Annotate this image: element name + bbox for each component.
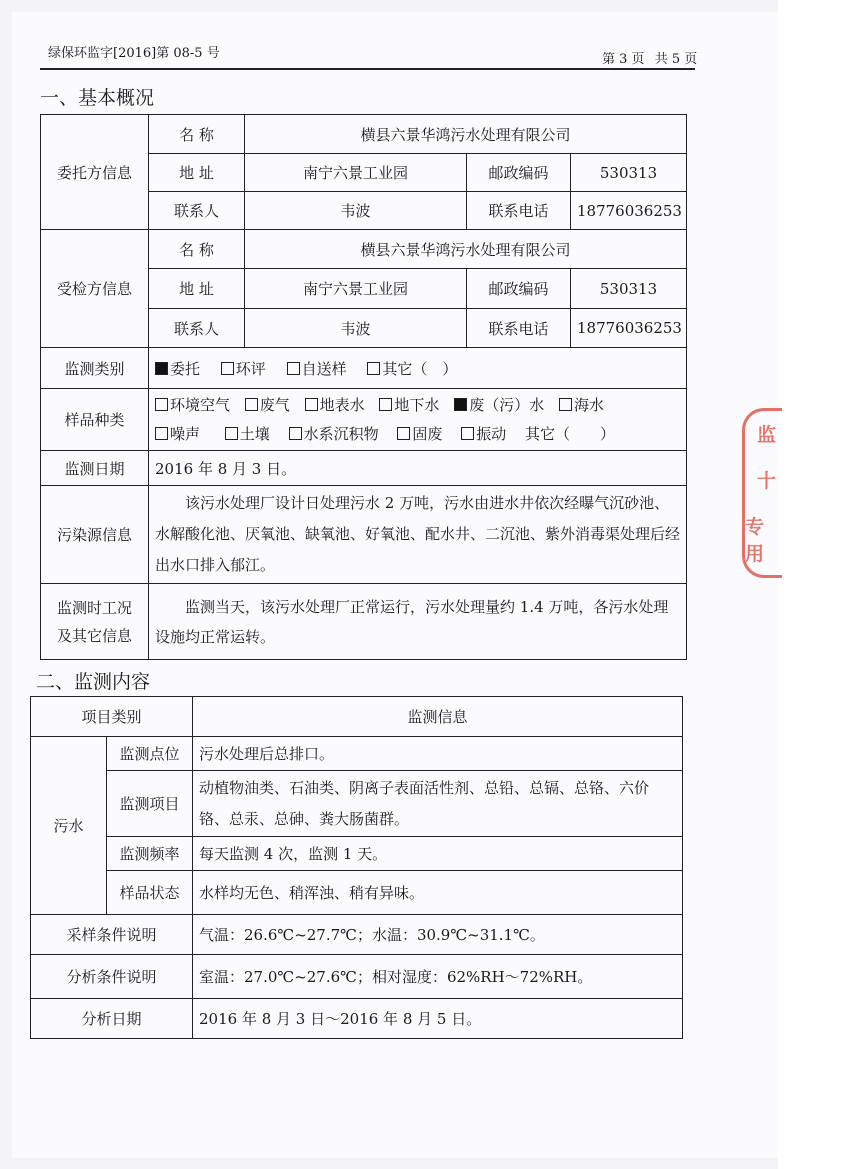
inspected-contact: 韦波 xyxy=(245,309,467,348)
row-label: 采样条件说明 xyxy=(31,915,193,955)
table-row xyxy=(31,837,683,871)
checkbox-icon xyxy=(225,427,238,440)
checkbox-icon xyxy=(559,398,572,411)
document-number: 绿保环监字[2016]第 08-5 号 xyxy=(48,46,220,61)
field-label: 联系人 xyxy=(149,192,245,230)
checkbox-icon xyxy=(245,398,258,411)
field-label: 名 称 xyxy=(149,230,245,269)
column-header-category: 项目类别 xyxy=(31,697,193,737)
row-label: 分析条件说明 xyxy=(31,955,193,999)
monitor-type-label: 监测类别 xyxy=(41,348,149,389)
inspected-phone: 18776036253 xyxy=(571,309,687,348)
row-value: 水样均无色、稍浑浊、稍有异味。 xyxy=(193,871,683,915)
row-label: 分析日期 xyxy=(31,999,193,1039)
client-zip: 530313 xyxy=(571,154,687,192)
checkbox-icon xyxy=(221,362,234,375)
row-value: 室温：27.0℃~27.6℃；相对湿度：62%RH～72%RH。 xyxy=(193,955,683,999)
client-address: 南宁六景工业园 xyxy=(245,154,467,192)
operating-condition-text: 监测当天，该污水处理厂正常运行，污水处理量约 1.4 万吨，各污水处理设施均正常运转。 xyxy=(149,584,687,660)
inspected-address: 南宁六景工业园 xyxy=(245,269,467,309)
inspected-name: 横县六景华鸿污水处理有限公司 xyxy=(245,230,687,269)
row-value: 每天监测 4 次，监测 1 天。 xyxy=(193,837,683,871)
checkbox-icon xyxy=(305,398,318,411)
column-header-info: 监测信息 xyxy=(193,697,683,737)
scan-margin xyxy=(778,0,850,1169)
checkbox-icon xyxy=(289,427,302,440)
checkbox-icon xyxy=(397,427,410,440)
field-label: 联系人 xyxy=(149,309,245,348)
monitor-date-label: 监测日期 xyxy=(41,451,149,486)
inspected-name-row xyxy=(41,230,687,269)
section-title-overview: 一、基本概况 xyxy=(40,87,155,109)
monitor-type-option: 环评 xyxy=(221,360,266,378)
table-row xyxy=(31,999,683,1039)
page-total: 共 5 页 xyxy=(654,52,698,67)
row-label: 监测频率 xyxy=(107,837,193,871)
checkbox-checked-icon xyxy=(155,362,168,375)
row-value: 2016 年 8 月 3 日～2016 年 8 月 5 日。 xyxy=(193,999,683,1039)
client-contact: 韦波 xyxy=(245,192,467,230)
row-value: 污水处理后总排口。 xyxy=(193,737,683,771)
red-seal-stamp: 监 十 专用 xyxy=(742,408,782,578)
checkbox-icon xyxy=(461,427,474,440)
monitor-type-row xyxy=(41,348,687,389)
checkbox-icon xyxy=(155,427,168,440)
table-row xyxy=(31,871,683,915)
checkbox-icon xyxy=(379,398,392,411)
client-phone: 18776036253 xyxy=(571,192,687,230)
operating-condition-row xyxy=(41,584,687,660)
monitoring-content-table xyxy=(30,696,683,1039)
field-label: 地 址 xyxy=(149,269,245,309)
checkbox-icon xyxy=(155,398,168,411)
client-name: 横县六景华鸿污水处理有限公司 xyxy=(245,115,687,154)
table-row xyxy=(31,955,683,999)
sample-type-row xyxy=(41,389,687,451)
header-rule xyxy=(40,68,695,70)
section-title-content: 二、监测内容 xyxy=(36,671,151,693)
page-number: 第 3 页 xyxy=(602,52,645,67)
field-label: 地 址 xyxy=(149,154,245,192)
table-row xyxy=(31,771,683,837)
sample-type-options xyxy=(149,389,687,451)
table-header-row xyxy=(31,697,683,737)
row-label: 监测点位 xyxy=(107,737,193,771)
checkbox-icon xyxy=(287,362,300,375)
row-label: 样品状态 xyxy=(107,871,193,915)
page-indicator xyxy=(596,48,697,67)
monitor-type-option: 自送样 xyxy=(287,360,347,378)
table-row xyxy=(31,737,683,771)
category-label: 污水 xyxy=(31,737,107,915)
client-name-row xyxy=(41,115,687,154)
inspected-zip: 530313 xyxy=(571,269,687,309)
field-label: 联系电话 xyxy=(467,192,571,230)
checkbox-icon xyxy=(367,362,380,375)
pollution-source-text: 该污水处理厂设计日处理污水 2 万吨，污水由进水井依次经曝气沉砂池、水解酸化池、厌氧池、缺氧池、好氧池、配水井、二沉池、紫外消毒渠处理后经出水口排入郁江。 xyxy=(149,486,687,584)
monitor-type-options xyxy=(149,348,687,389)
row-label: 监测项目 xyxy=(107,771,193,837)
inspected-info-label: 受检方信息 xyxy=(41,230,149,348)
operating-condition-label: 监测时工况 及其它信息 xyxy=(41,584,149,660)
pollution-source-row xyxy=(41,486,687,584)
client-info-label: 委托方信息 xyxy=(41,115,149,230)
pollution-source-label: 污染源信息 xyxy=(41,486,149,584)
field-label: 联系电话 xyxy=(467,309,571,348)
sample-type-label: 样品种类 xyxy=(41,389,149,451)
sample-type-line-2: 噪声 土壤 水系沉积物 固废 振动 其它（ ） xyxy=(155,420,680,449)
field-label: 邮政编码 xyxy=(467,154,571,192)
table-row xyxy=(31,915,683,955)
field-label: 名 称 xyxy=(149,115,245,154)
monitor-date-value: 2016 年 8 月 3 日。 xyxy=(149,451,687,486)
sample-type-other: 其它（ ） xyxy=(524,424,615,443)
row-value: 气温：26.6℃~27.7℃；水温：30.9℃~31.1℃。 xyxy=(193,915,683,955)
monitor-type-option: 其它（ ） xyxy=(367,360,457,378)
sample-type-line-1: 环境空气 废气 地表水 地下水 废（污）水 海水 xyxy=(155,391,680,420)
checkbox-checked-icon xyxy=(454,398,467,411)
monitor-type-option: 委托 xyxy=(155,360,200,378)
row-value: 动植物油类、石油类、阴离子表面活性剂、总铅、总镉、总铬、六价铬、总汞、总砷、粪大肠菌群。 xyxy=(193,771,683,837)
monitor-date-row xyxy=(41,451,687,486)
field-label: 邮政编码 xyxy=(467,269,571,309)
overview-table xyxy=(40,114,687,660)
